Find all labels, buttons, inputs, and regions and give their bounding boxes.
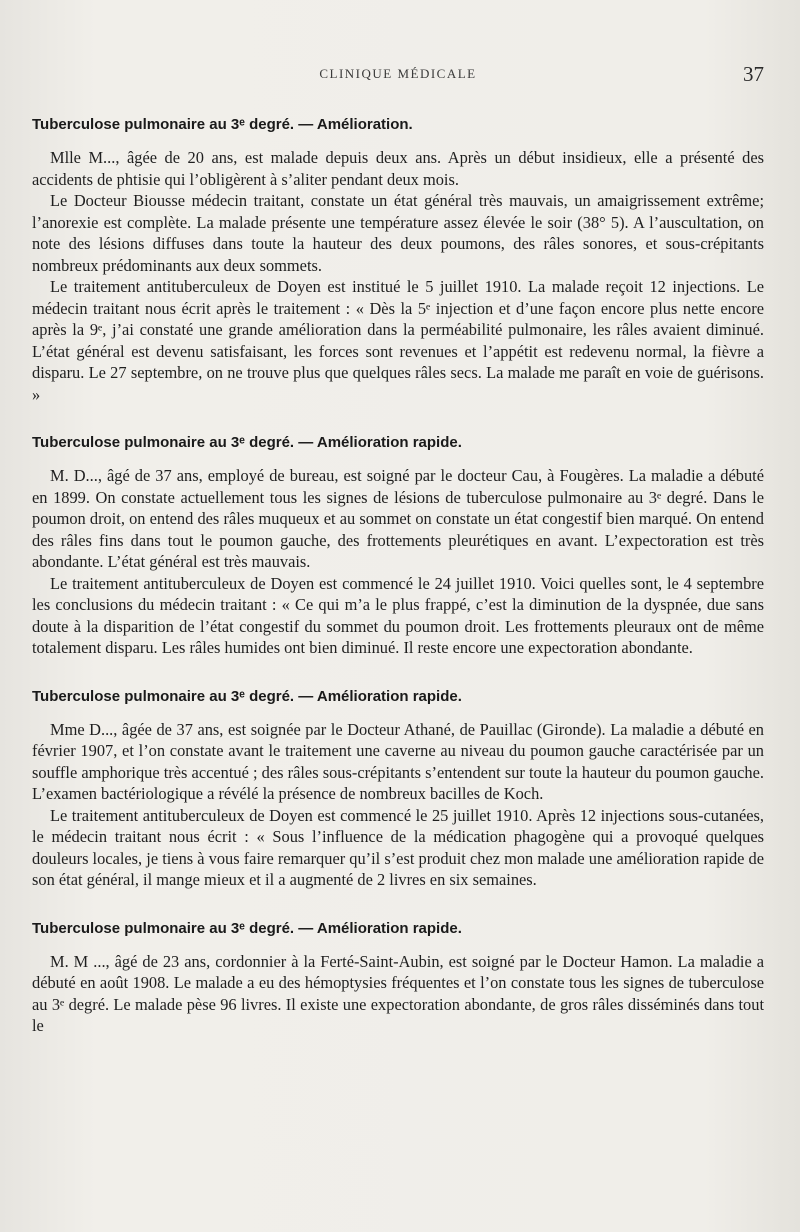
case-paragraph: Le traitement antituberculeux de Doyen est commencé le 24 juillet 1910. Voici quelles sont, le 4 septembre les conclusions du médecin traitant : « Ce qui m’a le plus frappé, c’est la diminution de la dyspnée, due sans doute à la disparition de l’état congestif du sommet du poumon droit. Les frottements pleuraux ont de même totalement disparu. Les râles humides ont bien diminué. Il reste encore une expectoration abondante. bbox=[32, 573, 764, 657]
page-number: 37 bbox=[743, 62, 764, 86]
case-paragraph: Le traitement antituberculeux de Doyen est institué le 5 juillet 1910. La malade reçoit 12 injections. Le médecin traitant nous écrit après le traitement : « Dès la 5ᵉ injection et d’une façon encore plus nette encore après la 9ᵉ, j’ai constaté une grande amélioration dans la perméabilité pulmonaire, les râles avaient diminué. L’état général est devenu satisfaisant, les forces sont revenues et l’appétit est redevenu normal, la fièvre a disparu. Le 27 septembre, on ne trouve plus que quelques râles secs. La malade me paraît en voie de guérisons. » bbox=[32, 277, 764, 404]
case-title: Tuberculose pulmonaire au 3ᵉ degré. — Amélioration rapide. bbox=[32, 919, 462, 937]
case-paragraph: M. D..., âgé de 37 ans, employé de bureau, est soigné par le docteur Cau, à Fougères. La maladie a débuté en 1899. On constate actuellement tous les signes de lésions de tuberculose pulmonaire au 3ᵉ degré. Dans le poumon droit, on entend des râles muqueux et au sommet on constate un état congestif bien marqué. On entend des râles fins dans tout le poumon gauche, des frottements pleurétiques en avant. L’expectoration est très abondante. L’état général est très mauvais. bbox=[32, 466, 764, 571]
case-title: Tuberculose pulmonaire au 3ᵉ degré. — Amélioration. bbox=[32, 116, 413, 133]
case-paragraph: Le Docteur Biousse médecin traitant, constate un état général très mauvais, un amaigrissement extrême; l’anorexie est complète. La malade présente une température assez élevée le soir (38° 5). A l’auscultation, on note des lésions diffuses dans toute la hauteur des deux poumons, des râles sonores, et sous-crépitants nombreux prédominants aux deux sommets. bbox=[32, 191, 764, 275]
running-head: CLINIQUE MÉDICALE bbox=[319, 66, 477, 81]
case-paragraph: M. M ..., âgé de 23 ans, cordonnier à la Ferté-Saint-Aubin, est soigné par le Docteur Hamon. La maladie a débuté en août 1908. Le malade a eu des hémoptysies fréquentes et l’on constate tous les signes de tuberculose au 3ᵉ degré. Le malade pèse 96 livres. Il existe une expectoration abondante, de gros râles disséminés dans tout le bbox=[32, 951, 764, 1035]
case-report-1 bbox=[32, 116, 764, 405]
case-paragraph: Le traitement antituberculeux de Doyen est commencé le 25 juillet 1910. Après 12 injections sous-cutanées, le médecin traitant nous écrit : « Sous l’influence de la médication phagogène qui a provoqué quelques douleurs locales, je tiens à vous faire remarquer qu’il s’est produit chez mon malade une amélioration rapide de son état général, il mange mieux et il a augmenté de 2 livres en six semaines. bbox=[32, 805, 764, 889]
case-title: Tuberculose pulmonaire au 3ᵉ degré. — Amélioration rapide. bbox=[32, 687, 462, 705]
case-title: Tuberculose pulmonaire au 3ᵉ degré. — Amélioration rapide. bbox=[32, 434, 462, 451]
case-report-2 bbox=[32, 434, 764, 659]
case-paragraph: Mme D..., âgée de 37 ans, est soignée par le Docteur Athané, de Pauillac (Gironde). La maladie a débuté en février 1907, et l’on constate avant le traitement une caverne au niveau du poumon gauche caractérisée par un souffle amphorique très accentué ; des râles sous-crépitants s’entendent sur toute la hauteur du poumon gauche. L’examen bactériologique a révélé la présence de nombreux bacilles de Koch. bbox=[32, 719, 764, 803]
case-report-3 bbox=[32, 688, 764, 891]
case-report-4 bbox=[32, 920, 764, 1037]
page-header bbox=[32, 62, 764, 92]
case-paragraph: Mlle M..., âgée de 20 ans, est malade depuis deux ans. Après un début insidieux, elle a présenté des accidents de phtisie qui l’obligèrent à s’aliter pendant deux mois. bbox=[32, 148, 764, 189]
page-body bbox=[32, 116, 764, 1066]
